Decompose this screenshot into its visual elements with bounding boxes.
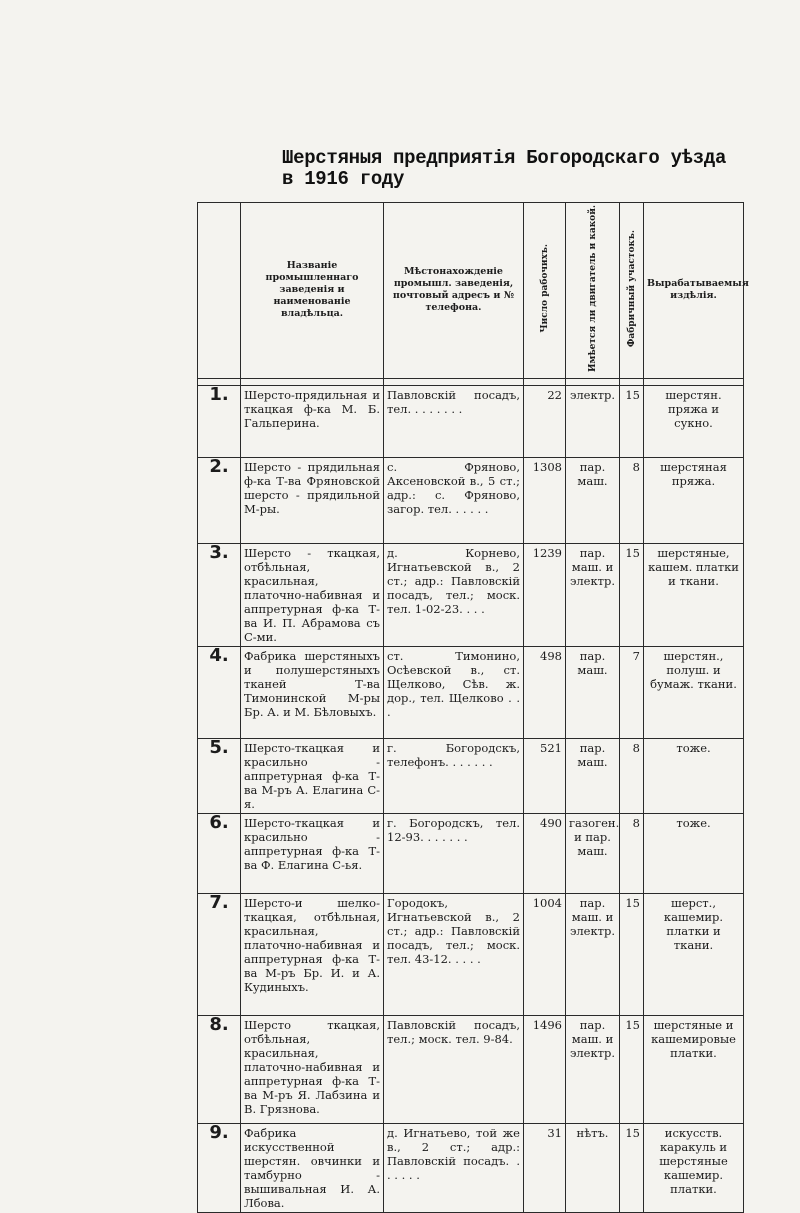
enterprise-name: Шерсто - прядильная ф-ка Т-ва Фряновской шерсто - прядильной М-ры.: [241, 457, 384, 543]
header-name: Названіе промышленнаго заведенія и наименованіе владѣльца.: [241, 203, 384, 379]
enterprise-address: г. Богородскъ, телефонъ. . . . . . .: [384, 738, 524, 813]
enterprise-name: Шерсто - ткацкая, отбѣльная, красильная, платочно-набивная и аппретурная ф-ка Т-ва И. П. Абрамова съ С-ми.: [241, 543, 384, 646]
enterprise-name: Шерсто-ткацкая и красильно - аппретурная ф-ка Т-ва М-ръ А. Елагина С-я.: [241, 738, 384, 813]
table-row: [198, 893, 744, 1015]
enterprise-address: Городокъ, Игнатьевской в., 2 ст.; адр.: Павловскій посадъ, тел.; моск. тел. 43-12. . . . .: [384, 893, 524, 1015]
engine-type: пар. маш.: [566, 457, 620, 543]
enterprise-address: Павловскій посадъ, тел. . . . . . . .: [384, 385, 524, 457]
enterprise-name: Фабрика шерстяныхъ и полушерстяныхъ тканей Т-ва Тимонинской М-ры Бр. А. и М. Бѣловыхъ.: [241, 646, 384, 738]
header-workers: Число рабочихъ.: [524, 203, 566, 379]
row-number: 4.: [198, 646, 241, 738]
engine-type: пар. маш. и электр.: [566, 893, 620, 1015]
header-spacer-row: [198, 378, 744, 385]
table-header-row: [198, 203, 744, 379]
document-title: [282, 148, 762, 190]
table-row: [198, 1015, 744, 1123]
header-plot: Фабричный участокъ.: [620, 203, 644, 379]
products: шерстяная пряжа.: [644, 457, 744, 543]
factory-plot: 15: [620, 543, 644, 646]
enterprise-address: д. Игнатьево, той же в., 2 ст.; адр.: Павловскій посадъ. . . . . . .: [384, 1123, 524, 1212]
table-row: [198, 543, 744, 646]
workers-count: 1308: [524, 457, 566, 543]
workers-count: 498: [524, 646, 566, 738]
engine-type: пар. маш. и электр.: [566, 543, 620, 646]
products: шерстяные и кашемировые платки.: [644, 1015, 744, 1123]
table-row: [198, 813, 744, 893]
factory-plot: 7: [620, 646, 644, 738]
products: шерстян., полуш. и бумаж. ткани.: [644, 646, 744, 738]
row-number: 9.: [198, 1123, 241, 1212]
table-row: [198, 1123, 744, 1212]
products: тоже.: [644, 738, 744, 813]
header-address: Мѣстонахожденіе промышл. заведенія, почтовый адресъ и № телефона.: [384, 203, 524, 379]
workers-count: 1496: [524, 1015, 566, 1123]
enterprise-address: ст. Тимонино, Осѣевской в., ст. Щелково, Сѣв. ж. дор., тел. Щелково . . .: [384, 646, 524, 738]
enterprise-table: [197, 202, 749, 1213]
row-number: 5.: [198, 738, 241, 813]
row-number: 7.: [198, 893, 241, 1015]
enterprise-address: Павловскій посадъ, тел.; моск. тел. 9-84.: [384, 1015, 524, 1123]
enterprise-address: д. Корнево, Игнатьевской в., 2 ст.; адр.: Павловскій посадъ, тел.; моск. тел. 1-02-23. . . .: [384, 543, 524, 646]
products: искусств. каракуль и шерстяные кашемир. платки.: [644, 1123, 744, 1212]
row-number: 1.: [198, 385, 241, 457]
header-products: Вырабатываемыя издѣлія.: [644, 203, 744, 379]
products: шерст., кашемир. платки и ткани.: [644, 893, 744, 1015]
title-line-1: Шерстяныя предприятія Богородскаго уѣзда: [282, 147, 727, 169]
engine-type: пар. маш. и электр.: [566, 1015, 620, 1123]
enterprise-name: Фабрика искусственной шерстян. овчинки и тамбурно - вышивальная И. А. Лбова.: [241, 1123, 384, 1212]
row-number: 8.: [198, 1015, 241, 1123]
workers-count: 22: [524, 385, 566, 457]
factory-plot: 15: [620, 893, 644, 1015]
engine-type: газоген. и пар. маш.: [566, 813, 620, 893]
workers-count: 521: [524, 738, 566, 813]
products: шерстяные, кашем. платки и ткани.: [644, 543, 744, 646]
enterprise-address: с. Фряново, Аксеновской в., 5 ст.; адр.: с. Фряново, загор. тел. . . . . .: [384, 457, 524, 543]
engine-type: электр.: [566, 385, 620, 457]
enterprise-address: г. Богородскъ, тел. 12-93. . . . . . .: [384, 813, 524, 893]
enterprise-name: Шерсто-и шелко-ткацкая, отбѣльная, красильная, платочно-набивная и аппретурная ф-ка Т-ва М-ръ Бр. И. и А. Кудиныхъ.: [241, 893, 384, 1015]
enterprise-name: Шерсто ткацкая, отбѣльная, красильная, платочно-набивная и аппретурная ф-ка Т-ва М-ръ Я. Лабзина и В. Грязнова.: [241, 1015, 384, 1123]
workers-count: 1239: [524, 543, 566, 646]
workers-count: 490: [524, 813, 566, 893]
products: шерстян. пряжа и сукно.: [644, 385, 744, 457]
engine-type: нѣтъ.: [566, 1123, 620, 1212]
factory-plot: 8: [620, 813, 644, 893]
factory-plot: 8: [620, 738, 644, 813]
header-num: [198, 203, 241, 379]
row-number: 2.: [198, 457, 241, 543]
header-engine: Имѣется ли двигатель и какой.: [566, 203, 620, 379]
workers-count: 1004: [524, 893, 566, 1015]
table-row: [198, 738, 744, 813]
factory-plot: 15: [620, 385, 644, 457]
factory-plot: 8: [620, 457, 644, 543]
table-row: [198, 646, 744, 738]
engine-type: пар. маш.: [566, 646, 620, 738]
engine-type: пар. маш.: [566, 738, 620, 813]
row-number: 3.: [198, 543, 241, 646]
title-line-2: в 1916 году: [282, 168, 405, 190]
table-row: [198, 385, 744, 457]
enterprise-name: Шерсто-прядильная и ткацкая ф-ка М. Б. Гальперина.: [241, 385, 384, 457]
workers-count: 31: [524, 1123, 566, 1212]
factory-plot: 15: [620, 1015, 644, 1123]
row-number: 6.: [198, 813, 241, 893]
enterprise-name: Шерсто-ткацкая и красильно - аппретурная ф-ка Т-ва Ф. Елагина С-ья.: [241, 813, 384, 893]
factory-plot: 15: [620, 1123, 644, 1212]
table-row: [198, 457, 744, 543]
products: тоже.: [644, 813, 744, 893]
